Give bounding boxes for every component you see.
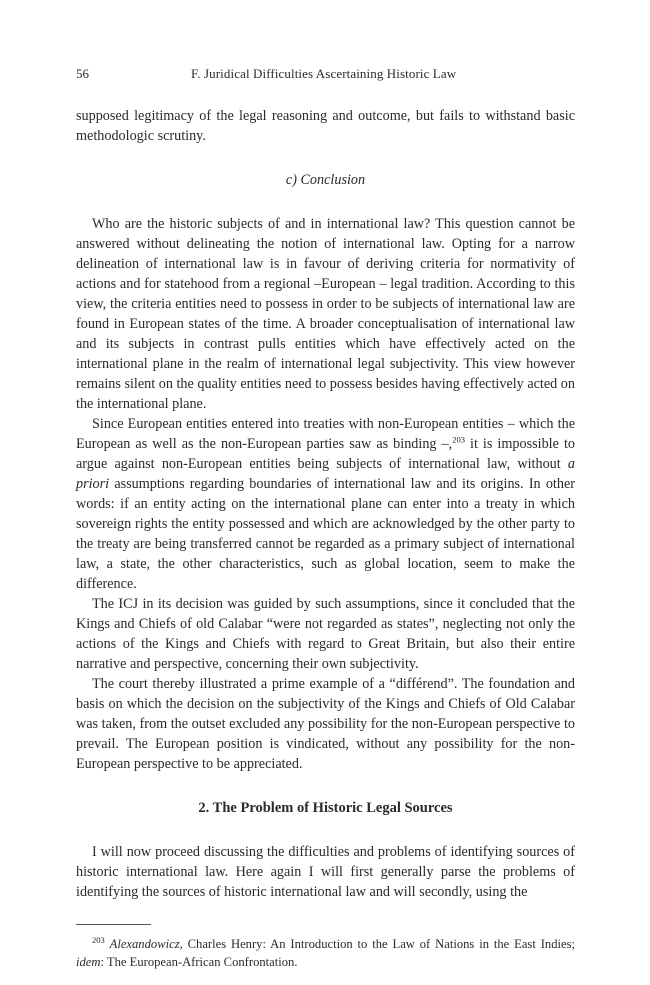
page-number: 56	[76, 66, 89, 81]
footnote-divider	[76, 924, 151, 925]
footnote-idem: idem	[76, 955, 101, 969]
footnote-author: Alexandowicz	[109, 937, 180, 951]
paragraph-continued: supposed legitimacy of the legal reasoning and outcome, but fails to withstand basic methodologic scrutiny.	[76, 108, 575, 144]
paragraph-3: The ICJ in its decision was guided by such assumptions, since it concluded that the Kings and Chiefs of old Calabar “were not regarded as states”, neglecting not only the actions of the Kings and Chiefs with regard to Great Britain, but also their entire narrative and perspective, concerning their own subjectivity.	[76, 596, 575, 672]
section-heading: 2. The Problem of Historic Legal Sources	[198, 800, 453, 816]
footnote	[76, 935, 575, 971]
paragraph-1: Who are the historic subjects of and in international law? This question cannot be answered without delineating the notion of international law. Opting for a narrow delineation of international law is in favour of deriving criteria for normativity of actions and for statehood from a regional –European – legal tradition. According to this view, the criteria entities need to possess in order to be subjects of international law are found in European states of the time. A broader conceptualisation of international law and its subjects in contrast pulls entities which have effectively acted on the international plane in the realm of international legal subjectivity. This view however remains silent on the quality entities need to possess besides having effectively acted on the international plane.	[76, 216, 575, 412]
paragraph-2-italic: a priori	[76, 456, 575, 492]
running-header	[76, 64, 575, 84]
paragraph-2-part-a: Since European entities entered into treaties with non-European entities – which the European as well as the non-European parties saw as binding –,	[76, 416, 575, 452]
footnote-text-a: , Charles Henry: An Introduction to the Law of Nations in the East Indies;	[179, 937, 575, 951]
paragraph-2	[76, 414, 575, 594]
footnote-text-b: : The European-African Confrontation.	[100, 955, 298, 969]
paragraph-5: I will now proceed discussing the difficulties and problems of identifying sources of historic international law. Here again I will first generally parse the problems of identifying the sources of historic international law and will secondly, using the	[76, 844, 575, 900]
footnote-number: 203	[92, 934, 105, 945]
paragraph-2-part-c: assumptions regarding boundaries of international law and its origins. In other words: if an entity acting on the international plane can enter into a treaty in which sovereign rights the entity possessed and which are acknowledged by the other party to the treaty are being transferred cannot be regarded as a primary subject of international law, a state, the other characteristics, such as global location, seem to make the difference.	[76, 476, 575, 592]
footnote-reference[interactable]: 203	[452, 434, 465, 445]
running-title: F. Juridical Difficulties Ascertaining Historic Law	[191, 66, 457, 81]
paragraph-4: The court thereby illustrated a prime example of a “différend”. The foundation and basis on which the decision on the subjectivity of the Kings and Chiefs of Old Calabar was taken, from the outset excluded any possibility for the non-European perspective to prevail. The European position is vindicated, without any possibility for the non-European perspective to be appreciated.	[76, 676, 575, 772]
book-page	[76, 64, 575, 971]
paragraph-2-part-b: it is impossible to argue against non-European entities being subjects of international law, without	[76, 436, 575, 472]
subsection-heading: c) Conclusion	[285, 172, 366, 188]
